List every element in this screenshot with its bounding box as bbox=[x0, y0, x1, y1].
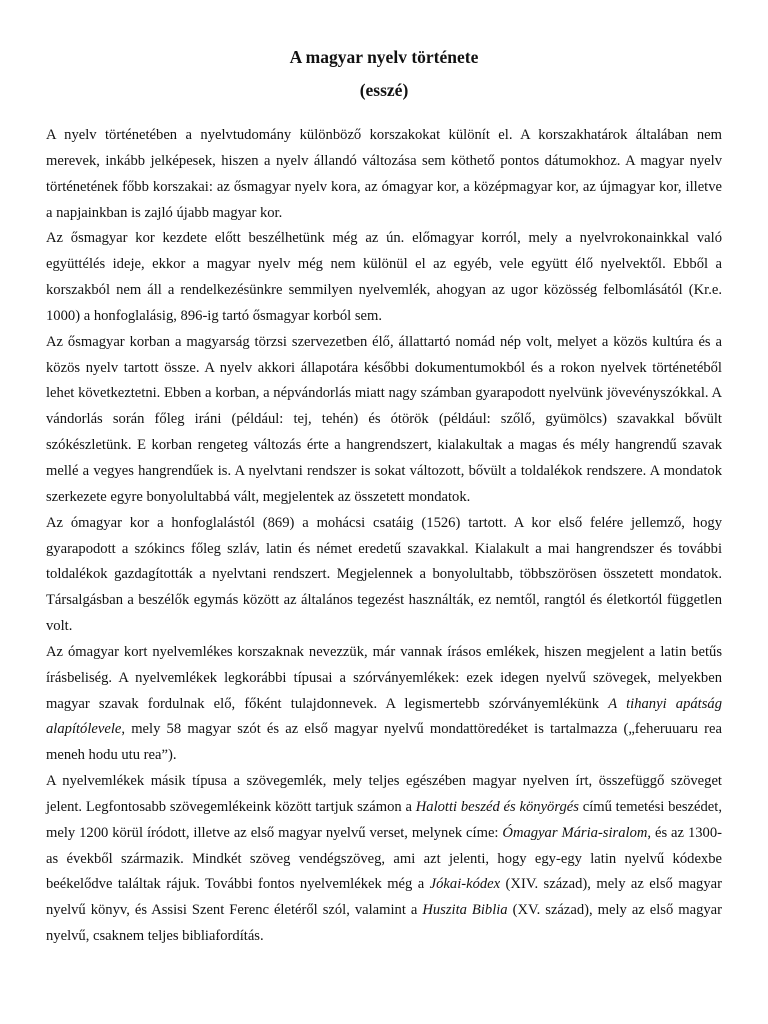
page-title: A magyar nyelv története bbox=[289, 47, 479, 67]
paragraph-text: (XV. század), mely az első magyar nyelvű, csaknem teljes bibliafordítás. bbox=[46, 902, 722, 945]
essay-paragraph bbox=[46, 330, 722, 511]
essay-paragraph bbox=[46, 769, 722, 950]
paragraph-text: Az ősmagyar kor kezdete előtt beszélhetünk még az ún. előmagyar korról, mely a nyelvrokonainkkal való együttélés ideje, ekkor a magyar nyelv még nem különül el az egyéb, vele együtt élő nyelvektől. Ebből a korszakból nem áll a rendelkezésünkre semmilyen nyelvemlék, ahogyan az ugor közösség felbomlásától (Kr.e. 1000) a honfoglalásig, 896-ig tartó ősmagyar korból sem. bbox=[46, 230, 722, 324]
italic-title-text: Ómagyar Mária-siralom bbox=[502, 824, 648, 841]
essay-body bbox=[46, 123, 722, 950]
paragraph-text: Az ősmagyar korban a magyarság törzsi szervezetben élő, állattartó nomád nép volt, melyet a közös kultúra és a közös nyelv tartott össze. A nyelv akkori állapotára későbbi dokumentumokból és a rokon nyelvek történetéből lehet következtetni. Ebben a korban, a népvándorlás miatt nagy számban gyarapodott nyelvünk jövevényszókkal. A vándorlás során főleg iráni (például: tej, tehén) és ótörök (például: szőlő, gyümölcs) szavakkal bővült szókészletünk. E korban rengeteg változás érte a hangrendszert, kialakultak a magas és mély hangrendű szavak mellé a vegyes hangrendűek is. A nyelvtani rendszer is sokat változott, bővült a toldalékok rendszere. A mondatok szerkezete egyre bonyolultabbá vált, megjelentek az összetett mondatok. bbox=[46, 333, 722, 505]
paragraph-text: A nyelv történetében a nyelvtudomány különböző korszakokat különít el. A korszakhatárok általában nem merevek, inkább jelképesek, hiszen a nyelv állandó változása sem köthető pontos dátumokhoz. A magyar nyelv történetének főbb korszakai: az ősmagyar nyelv kora, az ómagyar kor, a középmagyar kor, az újmagyar kor, illetve a napjainkban is zajló újabb magyar kor. bbox=[46, 127, 722, 221]
italic-title-text: Halotti beszéd és könyörgés bbox=[415, 798, 579, 815]
paragraph-text: Az ómagyar kor a honfoglalástól (869) a mohácsi csatáig (1526) tartott. A kor első felére jellemző, hogy gyarapodott a szókincs főleg szláv, latin és német eredetű szavakkal. Kialakult a mai hangrendszer és további toldalékok gazdagították a nyelvtani rendszert. Megjelennek a bonyolultabb, többszörösen összetett mondatok. Társalgásban a beszélők egymás között az általános tegezést használták, ez nemtől, rangtól és életkortól független volt. bbox=[46, 514, 722, 635]
paragraph-text: , és az 1300-as évekből származik. Mindkét szöveg vendégszöveg, ami azt jelenti, hogy egy-egy latin nyelvű kódexbe beékelődve találtak rájuk. További fontos nyelvemlékek még a bbox=[46, 824, 722, 893]
paragraph-text: Az ómagyar kort nyelvemlékes korszaknak nevezzük, már vannak írásos emlékek, hiszen megjelent a latin betűs írásbeliség. A nyelvemlékek legkorábbi típusai a szórványemlékek: ezek idegen nyelvű szövegek, melyekben magyar szavak fordulnak elő, főként tulajdonnevek. A legismertebb szórványemlékünk bbox=[46, 643, 722, 712]
italic-title-text: Huszita Biblia bbox=[422, 902, 508, 919]
italic-title-text: Jókai-kódex bbox=[429, 876, 501, 893]
essay-paragraph bbox=[46, 226, 722, 329]
paragraph-text: (XIV. század), mely az első magyar nyelvű könyv, és Assisi Szent Ferenc életéről szól, valamint a bbox=[46, 876, 722, 919]
page-subtitle: (esszé) bbox=[359, 80, 409, 100]
italic-title-text: A tihanyi apátság alapítólevele bbox=[46, 695, 723, 738]
paragraph-text: című temetési beszédet, mely 1200 körül íródott, illetve az első magyar nyelvű verset, melynek címe: bbox=[46, 798, 722, 841]
paragraph-text: , mely 58 magyar szót és az első magyar nyelvű mondattöredéket is tartalmazza („feheruuaru rea meneh hodu utu rea”). bbox=[46, 721, 722, 764]
essay-paragraph bbox=[46, 123, 722, 226]
essay-paragraph bbox=[46, 640, 722, 769]
essay-paragraph bbox=[46, 511, 722, 640]
paragraph-text: A nyelvemlékek másik típusa a szövegemlék, mely teljes egészében magyar nyelven írt, összefüggő szöveget jelent. Legfontosabb szövegemlékeink között tartjuk számon a bbox=[46, 773, 722, 815]
